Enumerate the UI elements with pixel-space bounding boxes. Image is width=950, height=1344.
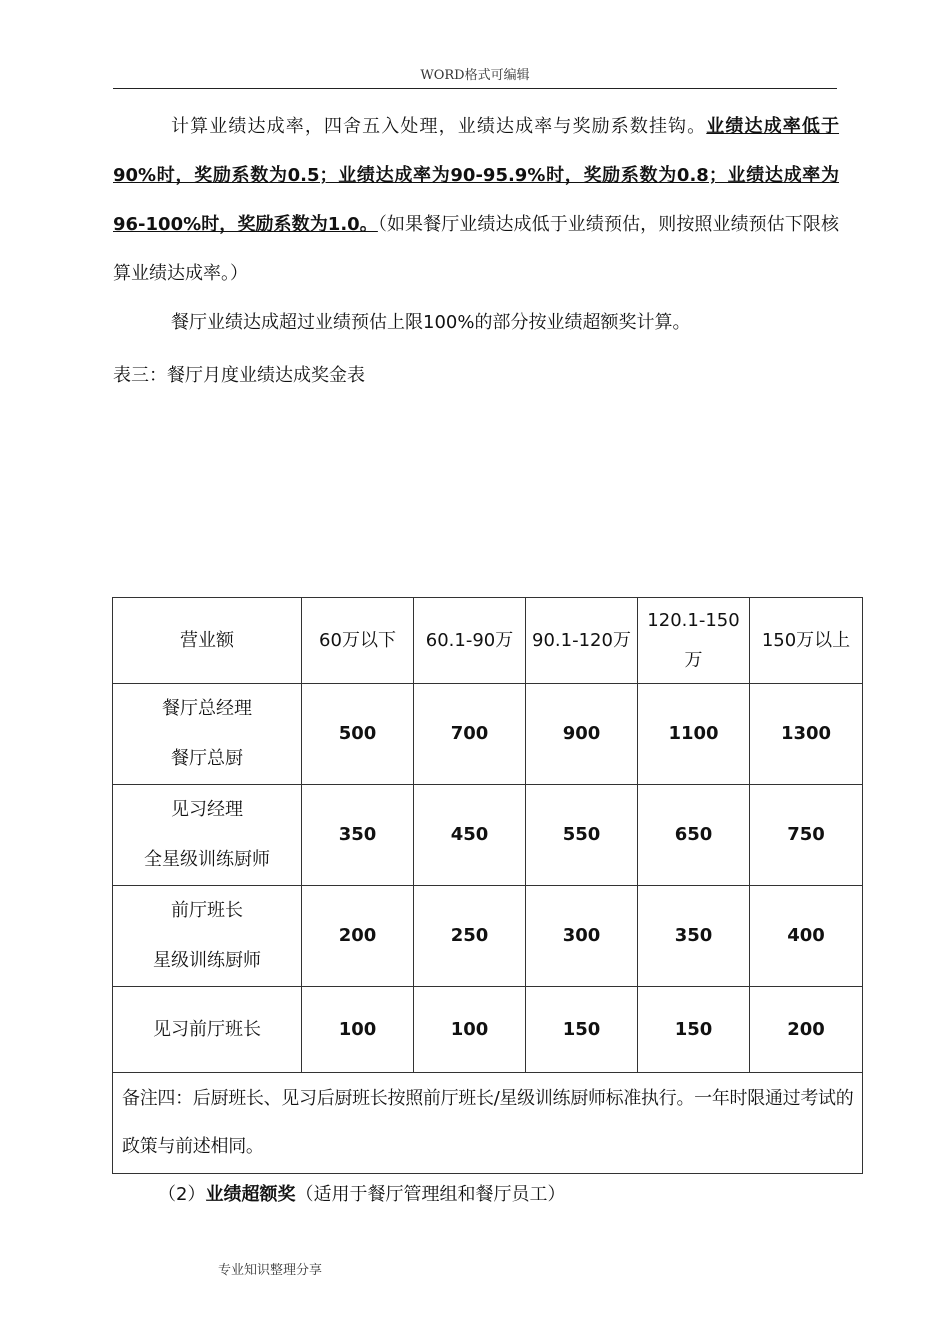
table-cell: 300	[526, 886, 638, 987]
header-column: 120.1-150万	[638, 598, 750, 684]
table-cell: 450	[414, 785, 526, 886]
table-cell: 1300	[750, 684, 863, 785]
table-row	[113, 684, 863, 785]
table-cell: 100	[302, 987, 414, 1073]
table-row	[113, 886, 863, 987]
table-cell: 900	[526, 684, 638, 785]
table-cell: 200	[302, 886, 414, 987]
table-cell: 700	[414, 684, 526, 785]
paragraph-emphasis: 业绩达成率低于90%时，奖励系数为0.5；业绩达成率为90-95.9%时，奖励系数为0.8；业绩达成率为96-100%时，奖励系数为1.0。	[113, 116, 840, 235]
role-label: 见习经理	[171, 799, 243, 820]
header-column: 60.1-90万	[414, 598, 526, 684]
table-row	[113, 785, 863, 886]
page-header: WORD格式可编辑	[113, 64, 837, 89]
paragraph-tail: （如果餐厅业绩达成低于业绩预估，则按照业绩预估下限核算业绩达成率。）	[113, 214, 840, 284]
body-text	[113, 102, 839, 347]
role-label: 餐厅总厨	[171, 748, 243, 769]
role-label: 餐厅总经理	[162, 698, 252, 719]
row-role-cell	[113, 987, 302, 1073]
header-column: 60万以下	[302, 598, 414, 684]
row-role-cell	[113, 886, 302, 987]
paragraph-lead: 计算业绩达成率，四舍五入处理，业绩达成率与奖励系数挂钩。	[171, 116, 707, 137]
row-role-cell	[113, 785, 302, 886]
paragraph-achievement-rate	[113, 102, 839, 298]
row-role-cell	[113, 684, 302, 785]
table-header-row	[113, 598, 863, 684]
page-footer: 专业知识整理分享	[218, 1263, 323, 1278]
role-label: 星级训练厨师	[153, 950, 261, 971]
table-cell: 250	[414, 886, 526, 987]
section-title: 业绩超额奖	[205, 1184, 296, 1205]
table-cell: 550	[526, 785, 638, 886]
role-label: 前厅班长	[171, 900, 243, 921]
table-cell: 150	[638, 987, 750, 1073]
table-row	[113, 987, 863, 1073]
paragraph-excess: 餐厅业绩达成超过业绩预估上限100%的部分按业绩超额奖计算。	[171, 312, 691, 333]
table-cell: 200	[750, 987, 863, 1073]
table-cell: 350	[302, 785, 414, 886]
header-column: 90.1-120万	[526, 598, 638, 684]
role-label: 全星级训练厨师	[144, 849, 270, 870]
table-note-row	[113, 1073, 863, 1174]
table-cell: 400	[750, 886, 863, 987]
table-cell: 500	[302, 684, 414, 785]
bonus-table	[112, 597, 863, 1174]
section-suffix: （适用于餐厅管理组和餐厅员工）	[295, 1184, 566, 1205]
table-cell: 1100	[638, 684, 750, 785]
section-heading	[158, 1172, 565, 1218]
role-label: 见习前厅班长	[153, 1018, 261, 1040]
table-cell: 100	[414, 987, 526, 1073]
table-cell: 350	[638, 886, 750, 987]
header-corner: 营业额	[113, 598, 302, 684]
table-cell: 650	[638, 785, 750, 886]
table-cell: 150	[526, 987, 638, 1073]
section-prefix: （2）	[158, 1184, 206, 1205]
table-caption: 表三：餐厅月度业绩达成奖金表	[113, 365, 365, 386]
table-note: 备注四：后厨班长、见习后厨班长按照前厅班长/星级训练厨师标准执行。一年时限通过考试的政策与前述相同。	[113, 1073, 863, 1174]
table-cell: 750	[750, 785, 863, 886]
header-column: 150万以上	[750, 598, 863, 684]
